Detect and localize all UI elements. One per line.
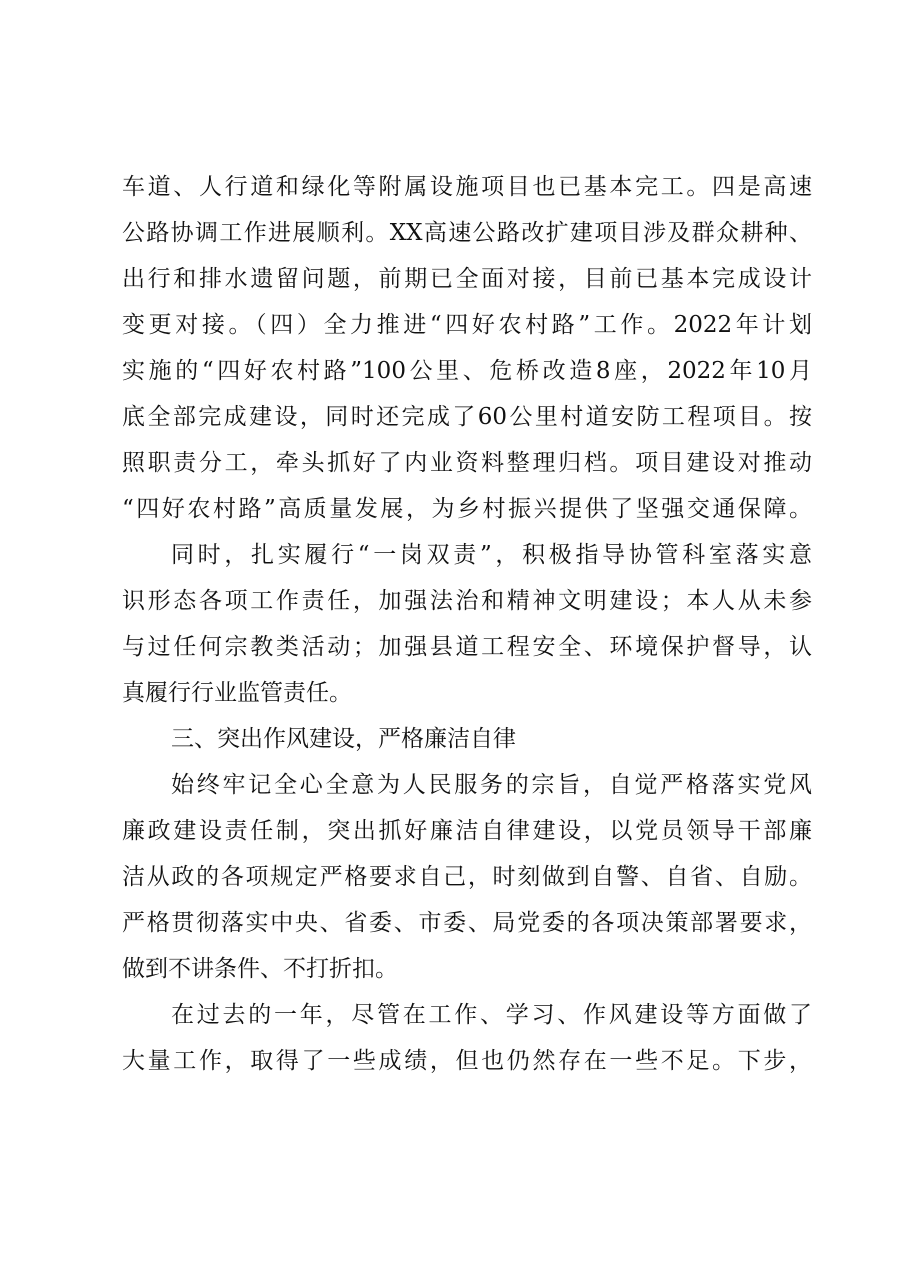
text-line: 变更对接。（四）全力推进“四好农村路”工作。2022年计划 — [122, 312, 812, 338]
text-line: 三、突出作风建设，严格廉洁自律 — [171, 726, 516, 752]
text-line: 始终牢记全心全意为人民服务的宗旨，自觉严格落实党风 — [171, 772, 812, 798]
text-line: 照职责分工，牵头抓好了内业资料整理归档。项目建设对推动 — [122, 450, 812, 476]
text-line: 出行和排水遗留问题，前期已全面对接，目前已基本完成设计 — [122, 266, 812, 292]
text-line: 底全部完成建设，同时还完成了60公里村道安防工程项目。按 — [122, 404, 812, 430]
text-line: 公路协调工作进展顺利。XX高速公路改扩建项目涉及群众耕种、 — [122, 220, 812, 246]
text-line: 在过去的一年，尽管在工作、学习、作风建设等方面做了 — [171, 1002, 812, 1028]
text-line: 车道、人行道和绿化等附属设施项目也已基本完工。四是高速 — [122, 174, 812, 200]
text-line: 大量工作，取得了一些成绩，但也仍然存在一些不足。下步， — [122, 1048, 812, 1074]
text-line: 做到不讲条件、不打折扣。 — [122, 956, 398, 982]
document-body — [122, 164, 812, 1084]
text-line: 同时，扎实履行“一岗双责”，积极指导协管科室落实意 — [171, 542, 812, 568]
text-line: “四好农村路”高质量发展，为乡村振兴提供了坚强交通保障。 — [122, 496, 812, 522]
text-line: 实施的“四好农村路”100公里、危桥改造8座，2022年10月 — [122, 358, 812, 384]
text-line: 廉政建设责任制，突出抓好廉洁自律建设，以党员领导干部廉 — [122, 818, 812, 844]
text-line: 严格贯彻落实中央、省委、市委、局党委的各项决策部署要求， — [122, 910, 812, 936]
text-line: 洁从政的各项规定严格要求自己，时刻做到自警、自省、自励。 — [122, 864, 812, 890]
text-line: 与过任何宗教类活动；加强县道工程安全、环境保护督导，认 — [122, 634, 812, 660]
text-line: 识形态各项工作责任，加强法治和精神文明建设；本人从未参 — [122, 588, 812, 614]
text-line: 真履行行业监管责任。 — [122, 680, 352, 706]
